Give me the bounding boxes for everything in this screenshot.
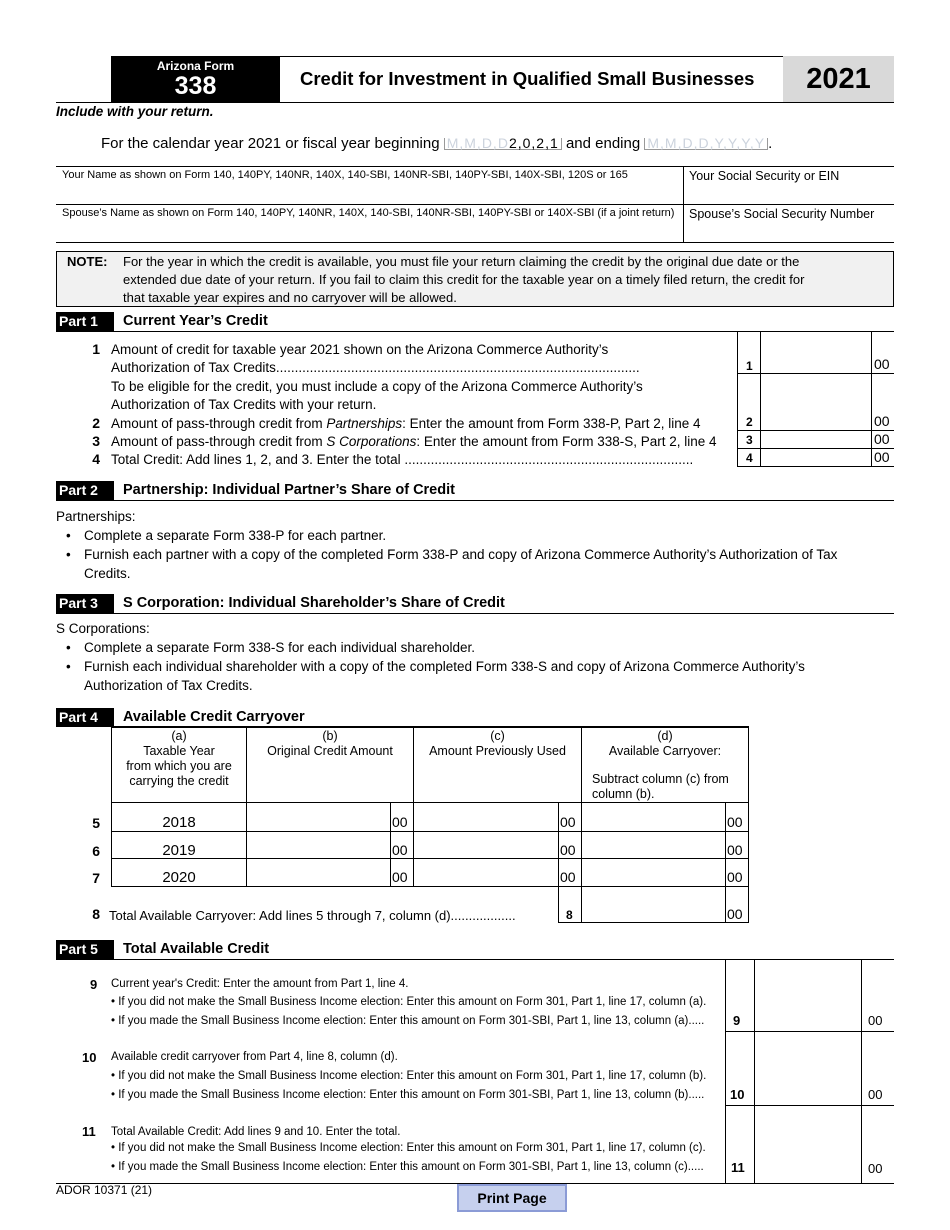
line2-number: 2 [92, 415, 100, 431]
line7-used-input[interactable] [414, 863, 558, 885]
part4-tag: Part 4 [56, 708, 114, 727]
line4-amount-input[interactable] [761, 448, 871, 466]
line10-number: 10 [82, 1050, 97, 1065]
line5-d-cents: 00 [727, 814, 743, 830]
line6-c-cents: 00 [560, 842, 576, 858]
fiscal-begin-field[interactable] [444, 135, 562, 151]
ssn-input[interactable] [684, 186, 894, 204]
form-label: Arizona Form [156, 59, 235, 73]
form-id: ADOR 10371 (21) [56, 1183, 153, 1197]
line3-box-number: 3 [746, 433, 753, 447]
line6-original-input[interactable] [247, 836, 390, 858]
line1-amount-input[interactable] [761, 355, 871, 373]
part1-title: Current Year’s Credit [123, 313, 268, 329]
note-line: For the year in which the credit is available, you must file your return claiming the credit by the original due date or the [123, 254, 800, 269]
line7-d-cents: 00 [727, 869, 743, 885]
line9-cents: 00 [868, 1013, 883, 1028]
line3-number: 3 [92, 433, 100, 449]
line2-cents: 00 [874, 413, 890, 429]
spouse-name-input[interactable] [56, 220, 683, 242]
part3-bullets [56, 638, 886, 695]
column-a-header: (a) Taxable Year from which you are carrying the credit [126, 729, 232, 788]
line2-box-number: 2 [746, 415, 753, 429]
line10-cents: 00 [868, 1087, 883, 1102]
fiscal-begin-year: 2,0,2,1 [508, 135, 559, 151]
part3-title: S Corporation: Individual Shareholder’s Share of Credit [123, 595, 505, 611]
line2-post: : Enter the amount from Form 338-P, Part 2, line 4 [402, 416, 701, 431]
ssn-label: Your Social Security or EIN [689, 169, 840, 183]
part3-bullet2: Furnish each individual shareholder with a copy of the completed Form 338-S and copy of Arizona Commerce Authority’s Authorization of Tax Credits. [84, 659, 805, 693]
line11-bullet-a: • If you did not make the Small Business Income election: Enter this amount on Form 301, Part 1, line 17, column (c). [111, 1142, 706, 1154]
note-text [123, 253, 883, 307]
line5-used-input[interactable] [414, 808, 558, 830]
line7-year: 2020 [162, 869, 196, 886]
part3-intro: S Corporations: [56, 621, 150, 636]
line5-b-cents: 00 [392, 814, 408, 830]
bullet-icon: • [66, 528, 71, 543]
part2-bullet2: Furnish each partner with a copy of the completed Form 338-P and copy of Arizona Commerce Authority’s Authorization of Tax Credits. [84, 547, 838, 581]
line1-cents: 00 [874, 356, 890, 372]
line11-number: 11 [82, 1124, 96, 1139]
line8-total-input[interactable] [582, 900, 725, 922]
line6-carryover-input[interactable] [582, 836, 725, 858]
note-line: extended due date of your return. If you fail to claim this credit for the taxable year on a timely filed return, the credit for [123, 272, 805, 287]
line5-original-input[interactable] [247, 808, 390, 830]
line5-number: 5 [92, 815, 100, 831]
part2-header [56, 481, 894, 501]
part3-tag: Part 3 [56, 594, 114, 613]
include-note: Include with your return. [56, 104, 214, 119]
line11-bullet-b: • If you made the Small Business Income election: Enter this amount on Form 301-SBI, Part 1, line 13, column (c)..... [111, 1161, 704, 1173]
line2-emphasis: Partnerships [326, 416, 403, 431]
line9-bullet-b: • If you made the Small Business Income election: Enter this amount on Form 301-SBI, Part 1, line 13, column (a)..... [111, 1015, 705, 1027]
list-item [56, 657, 886, 695]
column-d-subheader: Subtract column (c) from column (b). [592, 772, 729, 801]
line6-b-cents: 00 [392, 842, 408, 858]
line4-cents: 00 [874, 449, 890, 465]
line11-cents: 00 [868, 1161, 883, 1176]
spouse-ssn-input[interactable] [684, 224, 894, 242]
list-item [56, 526, 886, 545]
line3-emphasis: S Corporations [326, 434, 417, 449]
bullet-icon: • [66, 640, 71, 655]
form-badge [111, 56, 280, 103]
line11-box-number: 11 [731, 1160, 745, 1175]
calendar-prefix: For the calendar year 2021 or fiscal year beginning [101, 135, 440, 152]
spouse-name-label: Spouse’s Name as shown on Form 140, 140PY, 140NR, 140X, 140-SBI, 140NR-SBI, 140PY-SBI or 140X-SBI (if a joint return) [62, 207, 675, 219]
line3-post: : Enter the amount from Form 338-S, Part 2, line 4 [416, 434, 717, 449]
line10-bullet-a: • If you did not make the Small Business Income election: Enter this amount on Form 301, Part 1, line 17, column (b). [111, 1070, 707, 1082]
part2-intro: Partnerships: [56, 509, 136, 524]
line10-bullet-b: • If you made the Small Business Income election: Enter this amount on Form 301-SBI, Part 1, line 13, column (b)..... [111, 1089, 705, 1101]
line7-original-input[interactable] [247, 863, 390, 885]
calendar-year-line [101, 135, 772, 152]
line8-number: 8 [92, 906, 100, 922]
line1-text-a: Amount of credit for taxable year 2021 shown on the Arizona Commerce Authority’s [111, 342, 609, 357]
line3-text [111, 433, 717, 451]
print-page-button[interactable]: Print Page [457, 1184, 567, 1212]
part5-title: Total Available Credit [123, 941, 270, 957]
line4-box-number: 4 [746, 451, 753, 465]
line9-box-number: 9 [733, 1013, 741, 1028]
line7-b-cents: 00 [392, 869, 408, 885]
part3-bullet1: Complete a separate Form 338-S for each individual shareholder. [84, 640, 475, 655]
line9-bullet-a: • If you did not make the Small Business Income election: Enter this amount on Form 301, Part 1, line 17, column (a). [111, 996, 707, 1008]
line3-pre: Amount of pass-through credit from [111, 434, 327, 449]
line7-carryover-input[interactable] [582, 863, 725, 885]
line6-year: 2019 [162, 842, 196, 859]
bullet-icon: • [66, 659, 71, 674]
line4-text: Total Credit: Add lines 1, 2, and 3. Enter the total ............................................................................. [111, 452, 694, 467]
calendar-middle: and ending [565, 135, 641, 152]
list-item [56, 638, 886, 657]
line9-amount-input[interactable] [755, 1009, 861, 1031]
line10-amount-input[interactable] [755, 1083, 861, 1105]
part2-title: Partnership: Individual Partner’s Share of Credit [123, 482, 455, 498]
line8-box-number: 8 [566, 908, 573, 922]
line1-box-number: 1 [746, 359, 753, 373]
column-d-header: (d) Available Carryover: [608, 729, 722, 758]
tax-year: 2021 [783, 56, 894, 103]
line1-text-b: Authorization of Tax Credits................................................................................................. [111, 360, 640, 375]
line3-amount-input[interactable] [761, 430, 871, 448]
line10-box-number: 10 [730, 1087, 745, 1102]
note-box [56, 251, 894, 307]
note-line: that taxable year expires and no carryover will be allowed. [123, 290, 457, 305]
line9-text: Current year's Credit: Enter the amount from Part 1, line 4. [111, 978, 409, 990]
calendar-suffix: . [768, 135, 773, 152]
line2-pre: Amount of pass-through credit from [111, 416, 327, 431]
line6-used-input[interactable] [414, 836, 558, 858]
part2-bullets [56, 526, 886, 583]
line11-amount-input[interactable] [755, 1158, 861, 1180]
part5-header [56, 940, 894, 960]
name-label: Your Name as shown on Form 140, 140PY, 140NR, 140X, 140-SBI, 140NR-SBI, 140PY-SBI, 140X-SBI, 120S or 165 [62, 169, 628, 181]
column-b-header: (b) Original Credit Amount [267, 729, 393, 758]
form-number: 338 [174, 72, 217, 100]
note-label: NOTE: [67, 254, 108, 269]
line6-d-cents: 00 [727, 842, 743, 858]
line5-carryover-input[interactable] [582, 808, 725, 830]
line9-number: 9 [90, 977, 98, 992]
fiscal-end-field[interactable] [644, 135, 768, 151]
line1-number: 1 [92, 341, 100, 357]
eligibility-text-a: To be eligible for the credit, you must include a copy of the Arizona Commerce Authority’s [111, 379, 643, 394]
line11-text: Total Available Credit: Add lines 9 and 10. Enter the total. [111, 1126, 401, 1138]
line10-text: Available credit carryover from Part 4, line 8, column (d). [111, 1051, 398, 1063]
line8-cents: 00 [727, 906, 743, 922]
part1-tag: Part 1 [56, 312, 114, 331]
line5-c-cents: 00 [560, 814, 576, 830]
part3-header [56, 594, 894, 614]
bullet-icon: • [66, 547, 71, 562]
spouse-ssn-label: Spouse’s Social Security Number [689, 207, 875, 221]
part4-title: Available Credit Carryover [123, 709, 305, 725]
column-c-header: (c) Amount Previously Used [429, 729, 566, 758]
fiscal-begin-placeholder: M,M,D,D [446, 135, 509, 151]
line2-amount-input[interactable] [761, 412, 871, 430]
line2-text [111, 415, 701, 433]
form-title: Credit for Investment in Qualified Small Businesses [300, 68, 755, 89]
fiscal-end-placeholder: M,M,D,D,Y,Y,Y,Y [647, 135, 766, 151]
line4-number: 4 [92, 451, 100, 467]
part2-tag: Part 2 [56, 481, 114, 500]
part5-tag: Part 5 [56, 940, 114, 959]
line3-cents: 00 [874, 431, 890, 447]
line7-c-cents: 00 [560, 869, 576, 885]
line8-text: Total Available Carryover: Add lines 5 through 7, column (d).................. [109, 908, 516, 923]
part1-header [56, 312, 894, 332]
part2-bullet1: Complete a separate Form 338-P for each partner. [84, 528, 387, 543]
line5-year: 2018 [162, 814, 196, 831]
eligibility-text-b: Authorization of Tax Credits with your return. [111, 397, 377, 412]
name-input[interactable] [56, 182, 683, 204]
list-item [56, 545, 886, 583]
line7-number: 7 [92, 870, 100, 886]
line6-number: 6 [92, 843, 100, 859]
